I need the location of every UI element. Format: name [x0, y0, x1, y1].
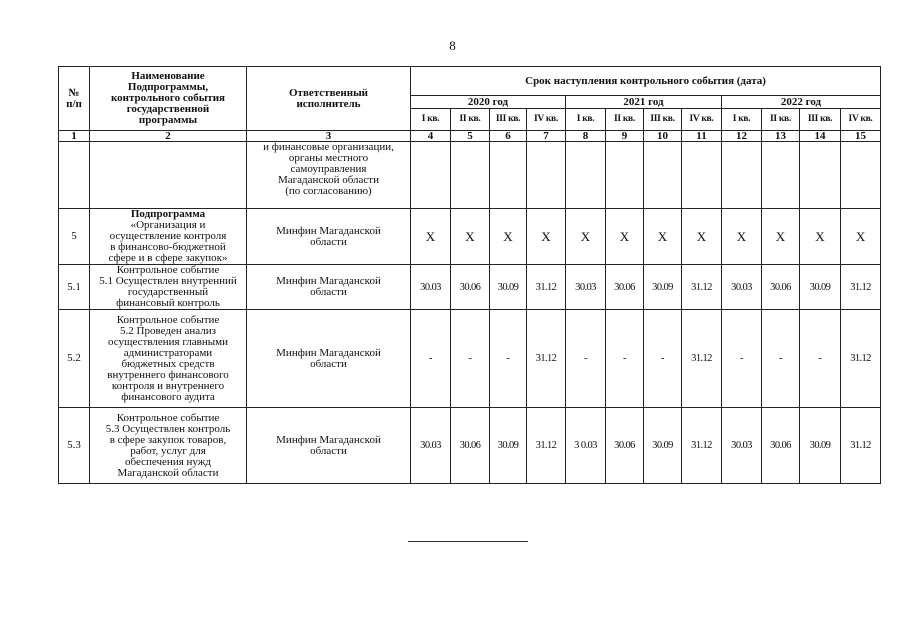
date-cell	[722, 142, 762, 209]
row-name	[90, 209, 247, 265]
column-number: 15	[841, 131, 881, 142]
date-cell	[566, 142, 606, 209]
header-quarter: III кв.	[490, 109, 527, 131]
date-cell: X	[606, 209, 644, 265]
table-row	[59, 310, 881, 408]
row-number: 5.1	[59, 265, 90, 310]
row-number: 5.3	[59, 408, 90, 484]
date-cell: X	[411, 209, 451, 265]
header-num-col: № п/п	[59, 67, 90, 131]
row-number: 5	[59, 209, 90, 265]
row-name	[90, 310, 247, 408]
row-name	[90, 265, 247, 310]
date-cell: -	[644, 310, 682, 408]
date-cell: 30.09	[644, 265, 682, 310]
date-cell: 30.09	[800, 408, 841, 484]
table-row	[59, 142, 881, 209]
date-cell: 31.12	[682, 265, 722, 310]
column-number: 10	[644, 131, 682, 142]
header-quarter: IV кв.	[527, 109, 566, 131]
header-quarter: II кв.	[762, 109, 800, 131]
date-cell: X	[644, 209, 682, 265]
column-number: 13	[762, 131, 800, 142]
date-cell: 30.09	[490, 265, 527, 310]
date-cell: X	[762, 209, 800, 265]
row-number	[59, 142, 90, 209]
date-cell: 3 0.03	[566, 408, 606, 484]
date-cell: 30.09	[490, 408, 527, 484]
column-number: 9	[606, 131, 644, 142]
date-cell: X	[800, 209, 841, 265]
control-events-table	[58, 66, 881, 484]
header-year-2022: 2022 год	[722, 96, 881, 109]
header-name-col: Наименование Подпрограммы, контрольного события государственной программы	[90, 67, 247, 131]
column-number: 4	[411, 131, 451, 142]
header-quarter: II кв.	[451, 109, 490, 131]
date-cell	[527, 142, 566, 209]
date-cell: X	[527, 209, 566, 265]
header-quarter: IV кв.	[682, 109, 722, 131]
row-responsible: Минфин Магаданской области	[247, 265, 411, 310]
date-cell: -	[762, 310, 800, 408]
date-cell: 30.03	[722, 265, 762, 310]
column-number: 14	[800, 131, 841, 142]
date-cell: X	[682, 209, 722, 265]
date-cell	[606, 142, 644, 209]
header-quarter: III кв.	[644, 109, 682, 131]
date-cell: 30.03	[722, 408, 762, 484]
date-cell: 30.06	[762, 408, 800, 484]
row-name	[90, 408, 247, 484]
date-cell: X	[451, 209, 490, 265]
footer-rule	[408, 541, 528, 542]
date-cell: X	[841, 209, 881, 265]
column-number: 8	[566, 131, 606, 142]
column-number: 5	[451, 131, 490, 142]
date-cell: -	[490, 310, 527, 408]
row-name-text: Контрольное событие 5.2 Проведен анализ осуществления главными администраторами бюджетных средств внутреннего финансового контроля и внутреннего финансового аудита	[107, 313, 229, 403]
date-cell: X	[490, 209, 527, 265]
column-number: 2	[90, 131, 247, 142]
header-quarter: I кв.	[411, 109, 451, 131]
date-cell: -	[451, 310, 490, 408]
date-cell: X	[566, 209, 606, 265]
date-cell	[451, 142, 490, 209]
date-cell	[800, 142, 841, 209]
date-cell: -	[722, 310, 762, 408]
header-deadline: Срок наступления контрольного события (дата)	[411, 67, 881, 96]
date-cell: 31.12	[527, 310, 566, 408]
date-cell: -	[566, 310, 606, 408]
table-row	[59, 408, 881, 484]
date-cell: 31.12	[682, 408, 722, 484]
column-number: 1	[59, 131, 90, 142]
date-cell: 30.03	[566, 265, 606, 310]
date-cell: 30.06	[451, 408, 490, 484]
date-cell: 30.06	[606, 265, 644, 310]
date-cell	[411, 142, 451, 209]
row-responsible: Минфин Магаданской области	[247, 310, 411, 408]
date-cell: -	[411, 310, 451, 408]
date-cell: 31.12	[841, 265, 881, 310]
date-cell	[490, 142, 527, 209]
header-year-2021: 2021 год	[566, 96, 722, 109]
date-cell: 31.12	[682, 310, 722, 408]
column-number: 3	[247, 131, 411, 142]
date-cell: 31.12	[841, 310, 881, 408]
column-number: 7	[527, 131, 566, 142]
header-quarter: I кв.	[566, 109, 606, 131]
header-row-top	[59, 67, 881, 96]
date-cell: 31.12	[527, 265, 566, 310]
header-resp-col: Ответственный исполнитель	[247, 67, 411, 131]
table-row	[59, 265, 881, 310]
date-cell	[644, 142, 682, 209]
date-cell: 30.09	[644, 408, 682, 484]
column-number: 6	[490, 131, 527, 142]
column-number: 11	[682, 131, 722, 142]
row-name	[90, 142, 247, 209]
column-number: 12	[722, 131, 762, 142]
date-cell: 31.12	[841, 408, 881, 484]
header-quarter: IV кв.	[841, 109, 881, 131]
row-name-bold: Подпрограмма	[130, 208, 206, 220]
date-cell	[841, 142, 881, 209]
row-name-text: «Организация и осуществление контроля в финансово-бюджетной сфере и в сфере закупок»	[108, 219, 228, 264]
date-cell: 31.12	[527, 408, 566, 484]
header-year-2020: 2020 год	[411, 96, 566, 109]
date-cell: 30.09	[800, 265, 841, 310]
date-cell: 30.06	[451, 265, 490, 310]
row-responsible: и финансовые организации, органы местного самоуправления Магаданской области (по согласованию)	[247, 142, 411, 209]
page-number: 8	[449, 38, 456, 53]
row-number: 5.2	[59, 310, 90, 408]
table-row	[59, 209, 881, 265]
date-cell	[762, 142, 800, 209]
row-responsible: Минфин Магаданской области	[247, 209, 411, 265]
row-name-text: Контрольное событие 5.3 Осуществлен контроль в сфере закупок товаров, работ, услуг для обеспечения нужд Магаданской области	[105, 411, 231, 479]
date-cell: -	[606, 310, 644, 408]
header-quarter: I кв.	[722, 109, 762, 131]
date-cell: 30.03	[411, 265, 451, 310]
date-cell	[682, 142, 722, 209]
date-cell: 30.03	[411, 408, 451, 484]
date-cell: -	[800, 310, 841, 408]
date-cell: X	[722, 209, 762, 265]
header-quarter: III кв.	[800, 109, 841, 131]
date-cell: 30.06	[762, 265, 800, 310]
row-responsible: Минфин Магаданской области	[247, 408, 411, 484]
header-row-colnums	[59, 131, 881, 142]
row-name-text: Контрольное событие 5.1 Осуществлен внутренний государственный финансовый контроль	[99, 264, 237, 309]
header-quarter: II кв.	[606, 109, 644, 131]
date-cell: 30.06	[606, 408, 644, 484]
